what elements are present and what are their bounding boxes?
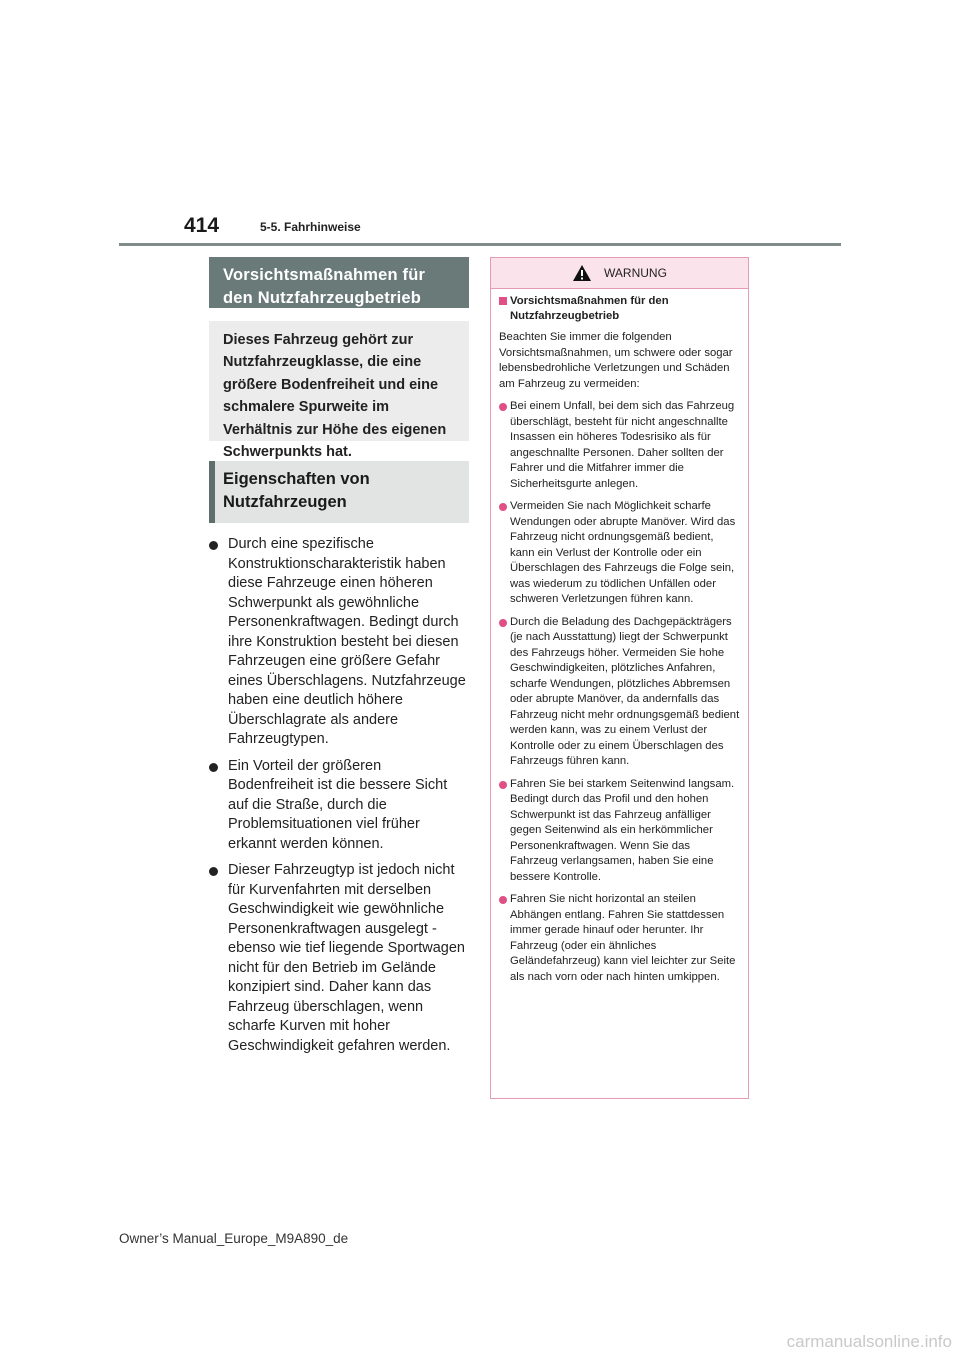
warning-body: [491, 289, 748, 985]
warning-item: [499, 499, 740, 608]
warning-triangle-icon: [572, 264, 592, 282]
warning-item: [499, 615, 740, 770]
list-item-text: Ein Vorteil der größeren Bodenfreiheit ist die bessere Sicht auf die Straße, durch die Problemsituationen viel früher erkannt werden können.: [228, 757, 448, 852]
pink-bullet-icon: [499, 503, 507, 511]
warning-title-text: Vorsichtsmaßnahmen für den Nutzfahrzeugbetrieb: [510, 295, 669, 322]
bullet-icon: [209, 541, 218, 550]
intro-box: Dieses Fahrzeug gehört zur Nutzfahrzeugklasse, die eine größere Bodenfreiheit und eine schmalere Spurweite im Verhältnis zur Höhe des eigenen Schwerpunkts hat.: [209, 321, 469, 441]
warning-header: [491, 258, 748, 289]
warning-item: [499, 777, 740, 886]
footer-manual-id: Owner’s Manual_Europe_M9A890_de: [119, 1231, 349, 1246]
bullet-icon: [209, 763, 218, 772]
main-column: [209, 257, 469, 1063]
bullet-list: [209, 535, 469, 1056]
warning-item-text: Fahren Sie bei starkem Seitenwind langsam. Bedingt durch das Profil und den hohen Schwerpunkt ist das Fahrzeug anfälliger gegen Seitenwind als ein herkömmlicher Personenkraftwagen. Wenn Sie das Fahrzeug verlangsamen, haben Sie eine bessere Kontrolle.: [510, 777, 735, 883]
warning-title: [499, 294, 740, 324]
square-bullet-icon: [499, 297, 507, 305]
warning-item-text: Vermeiden Sie nach Möglichkeit scharfe Wendungen oder abrupte Manöver. Wird das Fahrzeug nicht ordnungsgemäß bedient, kann ein Verlust der Kontrolle oder ein Überschlagen des Fahrzeugs die Folge sein, was wiederum zu tödlichen Unfällen oder schweren Verletzungen führen kann.: [510, 500, 736, 605]
warning-intro: Beachten Sie immer die folgenden Vorsichtsmaßnahmen, um schwere oder sogar lebensbedrohliche Verletzungen und Schäden am Fahrzeug zu vermeiden:: [499, 331, 733, 390]
pink-bullet-icon: [499, 781, 507, 789]
warning-item-text: Fahren Sie nicht horizontal an steilen Abhängen entlang. Fahren Sie stattdessen immer gerade hinauf oder herunter. Ihr Fahrzeug (oder ein ähnliches Geländefahrzeug) kann viel leichter zur Seite als nach vorn oder nach hinten umkippen.: [510, 893, 736, 983]
pink-bullet-icon: [499, 896, 507, 904]
list-item: [209, 861, 469, 1056]
warning-item: [499, 399, 740, 492]
warning-item-text: Bei einem Unfall, bei dem sich das Fahrzeug überschlägt, besteht für nicht angeschnallte Insassen ein höheres Todesrisiko als für angeschnallte Personen. Daher sollten der Fahrer und die Mitfahrer immer die Sicherheitsgurte anlegen.: [510, 400, 735, 490]
header-divider: [119, 243, 841, 246]
warning-item-text: Durch die Beladung des Dachgepäckträgers (je nach Ausstattung) liegt der Schwerpunkt des Fahrzeugs höher. Vermeiden Sie hohe Geschwindigkeiten, plötzliches Anfahren, scharfe Wendungen, plötzliches Abbremsen oder abrupte Manöver, da andernfalls das Fahrzeug nicht mehr ordnungsgemäß bedient werden kann, was zu einem Verlust der Kontrolle oder zu einem Überschlagen des Fahrzeugs führen kann.: [510, 615, 740, 767]
list-item-text: Dieser Fahrzeugtyp ist jedoch nicht für Kurvenfahrten mit derselben Geschwindigkeit wie gewöhnliche Personenkraftwagen ausgelegt - ebenso wie tief liegende Sportwagen nicht für den Betrieb im Gelände konzipiert sind. Daher kann das Fahrzeug überschlagen, wenn scharfe Kurven mit hoher Geschwindigkeit gefahren werden.: [228, 862, 465, 1054]
list-item: [209, 757, 469, 855]
page-number: 414: [184, 214, 220, 237]
pink-bullet-icon: [499, 403, 507, 411]
pink-bullet-icon: [499, 619, 507, 627]
list-item-text: Durch eine spezifische Konstruktionscharakteristik haben diese Fahrzeuge einen höheren Schwerpunkt als gewöhnliche Personenkraftwagen. Bedingt durch ihre Konstruktion besteht bei diesen Fahrzeugen eine größere Gefahr eines Überschlagens. Nutzfahrzeuge haben eine deutlich höhere Überschlagrate als andere Fahrzeugtypen.: [228, 536, 466, 747]
warning-label: WARNUNG: [604, 266, 667, 280]
section-heading-precautions: Vorsichtsmaßnahmen für den Nutzfahrzeugbetrieb: [209, 257, 469, 308]
warning-item: [499, 892, 740, 985]
watermark: carmanualsonline.info: [786, 1332, 952, 1351]
list-item: [209, 535, 469, 750]
chapter-title: 5-5. Fahrhinweise: [260, 220, 361, 234]
warning-box: [490, 257, 749, 1099]
section-heading-characteristics: Eigenschaften von Nutzfahrzeugen: [209, 461, 469, 523]
bullet-icon: [209, 867, 218, 876]
